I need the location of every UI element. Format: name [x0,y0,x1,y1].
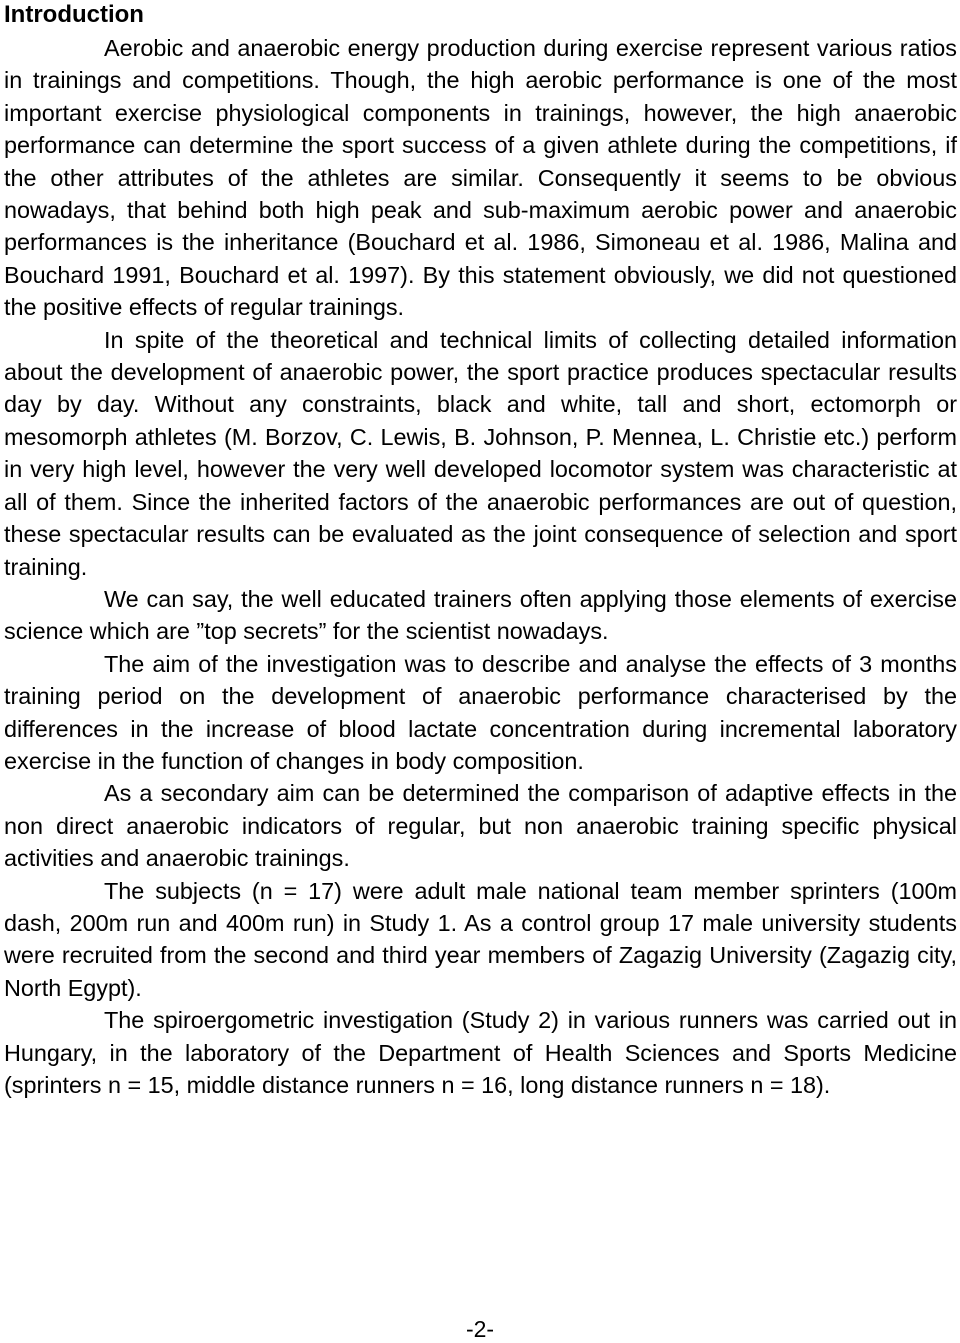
page-number: -2- [465,1316,495,1342]
paragraph-aim: The aim of the investigation was to describe and analyse the effects of 3 months training period on the development of anaerobic performance characterised by the differences in the increase of blood lactate concentration during incremental laboratory exercise in the function of changes in body composition. [4,650,957,774]
paragraph-secondary-aim: As a secondary aim can be determined the comparison of adaptive effects in the non direct anaerobic indicators of regular, but non anaerobic training specific physical activities and anaerobic trainings. [4,780,957,872]
paragraph-spiroergometric: The spiroergometric investigation (Study 2) in various runners was carried out in Hungary, in the laboratory of the Department of Health Sciences and Sports Medicine (sprinters n = 15, middle distance runners n = 16, long distance runners n = 18). [4,1007,957,1098]
paragraph-intro-aerobic-anaerobic: Aerobic and anaerobic energy production during exercise represent various ratios in trainings and competitions. Though, the high aerobic performance is one of the most important exercise physiological components in trainings, however, the high anaerobic performance can determine the sport success of a given athlete during the competitions, if the other attributes of the athletes are similar. Consequently it seems to be obvious nowadays, that behind both high peak and sub-maximum aerobic power and anaerobic performances is the inheritance (Bouchard et al. 1986, Simoneau et al. 1986, Malina and Bouchard 1991, Bouchard et al. 1997). By this statement obviously, we did not questioned the positive effects of regular trainings. [4,35,957,321]
paragraph-trainers: We can say, the well educated trainers often applying those elements of exercise science which are ”top secrets” for the scientist nowadays. [4,585,957,645]
section-heading: Introduction [4,1,144,28]
document-page [4,0,957,1101]
paragraph-anaerobic-power-limits: In spite of the theoretical and technical limits of collecting detailed information about the development of anaerobic power, the sport practice produces spectacular results day by day. Without any constraints, black and white, tall and short, ectomorph or mesomorph athletes (M. Borzov, C. Lewis, B. Johnson, P. Mennea, L. Christie etc.) perform in very high level, however the very well developed locomotor system was characteristic at all of them. Since the inherited factors of the anaerobic performances are out of question, these spectacular results can be evaluated as the joint consequence of selection and sport training. [4,326,957,580]
paragraph-subjects: The subjects (n = 17) were adult male national team member sprinters (100m dash, 200m run and 400m run) in Study 1. As a control group 17 male university students were recruited from the second and third year members of Zagazig University (Zagazig city, North Egypt). [4,877,957,1001]
